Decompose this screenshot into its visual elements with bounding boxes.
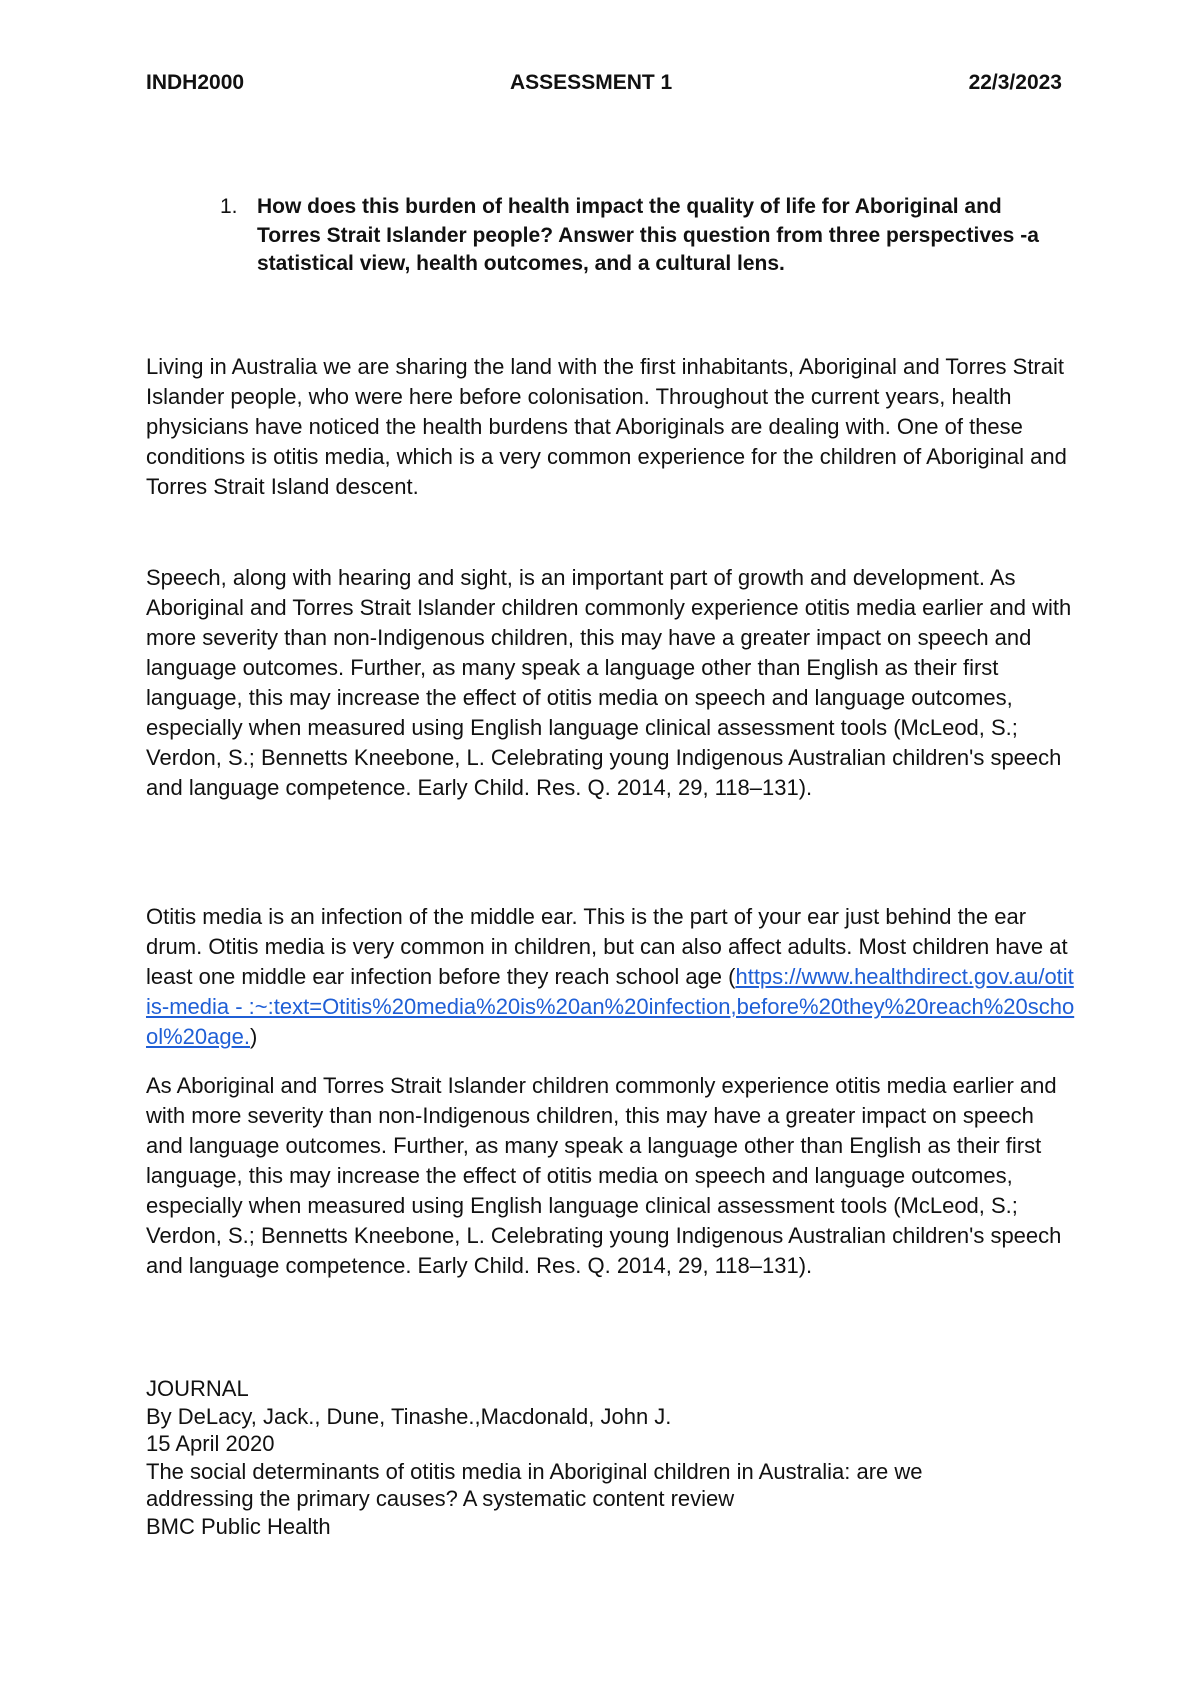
paragraph-intro: Living in Australia we are sharing the land with the first inhabitants, Aboriginal and Torres Strait Islander people, who were here before colonisation. Throughout the current years, health physicians have noticed the health burdens that Aboriginals are dealing with. One of these conditions is otitis media, which is a very common experience for the children of Aboriginal and Torres Strait Island descent. — [146, 354, 1067, 499]
question-text: How does this burden of health impact the quality of life for Aboriginal and Torres Strait Islander people? Answer this question from three perspectives -a statistical view, health outcomes, and a cultural lens. — [257, 195, 1039, 275]
header-assessment-title: ASSESSMENT 1 — [510, 71, 673, 94]
journal-title-line-1: The social determinants of otitis media in Aboriginal children in Australia: are we — [146, 1458, 923, 1484]
journal-authors: By DeLacy, Jack., Dune, Tinashe.,Macdonald, John J. — [146, 1403, 672, 1429]
paragraph-speech-outcomes: As Aboriginal and Torres Strait Islander children commonly experience otitis media earlier and with more severity than non-Indigenous children, this may have a greater impact on speech and language outcomes. Further, as many speak a language other than English as their first language, this may increase the effect of otitis media on speech and language outcomes, especially when measured using English language clinical assessment tools (McLeod, S.; Verdon, S.; Bennetts Kneebone, L. Celebrating young Indigenous Australian children's speech and language competence. Early Child. Res. Q. 2014, 29, 118–131). — [146, 1073, 1062, 1278]
question-1 — [220, 193, 1070, 279]
journal-title-line-2: addressing the primary causes? A systematic content review — [146, 1486, 735, 1511]
journal-date: 15 April 2020 — [146, 1431, 275, 1456]
question-number: 1. — [220, 195, 238, 218]
paragraph-speech-development: Speech, along with hearing and sight, is an important part of growth and development. As Aboriginal and Torres Strait Islander children commonly experience otitis media earlier and with more severity than non-Indigenous children, this may have a greater impact on speech and language outcomes. Further, as many speak a language other than English as their first language, this may increase the effect of otitis media on speech and language outcomes, especially when measured using English language clinical assessment tools (McLeod, S.; Verdon, S.; Bennetts Kneebone, L. Celebrating young Indigenous Australian children's speech and language competence. Early Child. Res. Q. 2014, 29, 118–131). — [146, 565, 1072, 800]
journal-reference — [146, 1375, 1076, 1540]
header-date: 22/3/2023 — [968, 71, 1062, 94]
paragraph-otitis-definition-text: Otitis media is an infection of the middle ear. This is the part of your ear just behind the ear drum. Otitis media is very common in children, but can also affect adults. Most children have at least one middle ear infection before they reach school age ( — [146, 904, 1068, 989]
paragraph-otitis-definition — [146, 902, 1076, 1052]
paragraph-otitis-definition-end: ) — [249, 1024, 258, 1049]
journal-label: JOURNAL — [146, 1376, 249, 1401]
journal-publication: BMC Public Health — [146, 1513, 331, 1539]
header-course-code: INDH2000 — [146, 71, 245, 94]
healthdirect-link[interactable]: https://www.healthdirect.gov.au/otitis-media - :~:text=Otitis%20media%20is%20an%20infection,before%20they%20reach%20school%20age. — [146, 964, 1075, 1049]
